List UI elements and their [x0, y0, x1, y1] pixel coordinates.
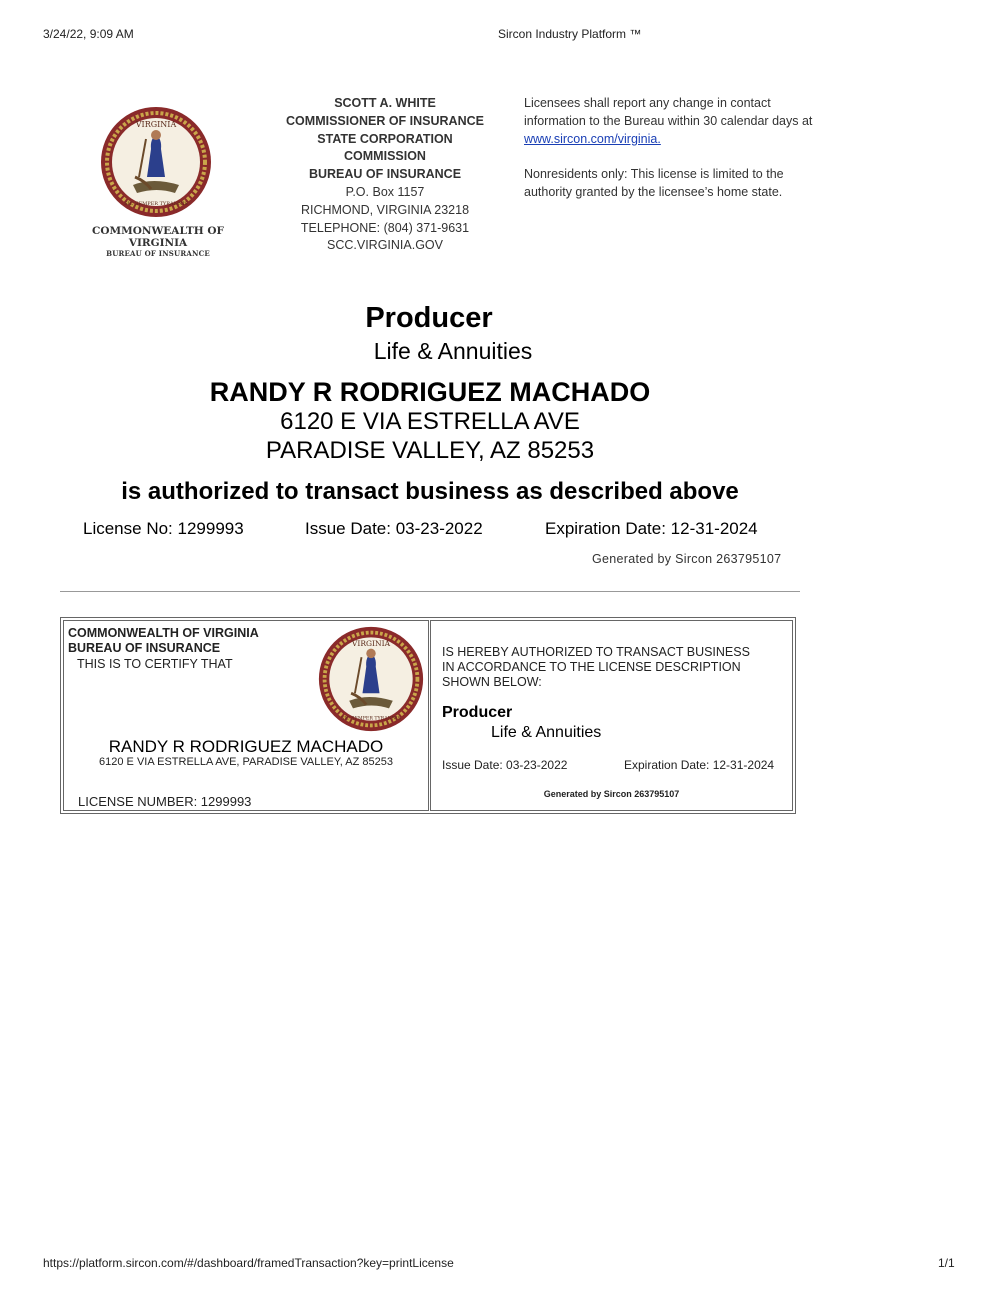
issuer-line: STATE CORPORATION [317, 131, 453, 146]
print-datetime: 3/24/22, 9:09 AM [43, 27, 134, 41]
issuer-line: RICHMOND, VIRGINIA 23218 [300, 202, 470, 217]
virginia-seal-icon [99, 105, 213, 219]
print-page-title: Sircon Industry Platform ™ [498, 27, 642, 41]
issuer-logo-caption [78, 225, 238, 258]
card-generated-by: Generated by Sircon 263795107 [543, 789, 680, 799]
sircon-virginia-link[interactable]: www.sircon.com/virginia. [524, 131, 661, 146]
licensee-address-line-2: PARADISE VALLEY, AZ 85253 [265, 437, 595, 464]
card-issue-date: Issue Date: 03-23-2022 [442, 758, 568, 772]
wallet-card-left [63, 620, 429, 811]
issuer-line: COMMISSIONER OF INSURANCE [286, 113, 484, 128]
notice-line: Nonresidents only: This license is limited to the [524, 167, 784, 182]
license-number: License No: 1299993 [83, 519, 244, 538]
card-licensee-address: 6120 E VIA ESTRELLA AVE, PARADISE VALLEY, AZ 85253 [99, 756, 393, 768]
print-url: https://platform.sircon.com/#/dashboard/framedTransaction?key=printLicense [43, 1256, 454, 1270]
divider [60, 591, 800, 592]
card-certify-text: THIS IS TO CERTIFY THAT [77, 657, 233, 671]
issuer-line: TELEPHONE: (804) 371-9631 [300, 220, 470, 235]
card-authorized-line-2: IN ACCORDANCE TO THE LICENSE DESCRIPTION [442, 660, 741, 674]
authorized-statement: is authorized to transact business as described above [121, 478, 739, 505]
issuer-line: SCOTT A. WHITE [334, 96, 436, 110]
notice-line: information to the Bureau within 30 calendar days at [524, 113, 813, 128]
seal-motto-top: VIRGINIA [351, 638, 391, 648]
card-authorized-line-3: SHOWN BELOW: [442, 675, 542, 689]
generated-by: Generated by Sircon 263795107 [592, 552, 782, 566]
issuer-line: SCC.VIRGINIA.GOV [327, 238, 443, 253]
notice-line: Licensees shall report any change in contact [524, 96, 771, 110]
card-licensee-name: RANDY R RODRIGUEZ MACHADO [108, 737, 384, 756]
logo-line-3: BUREAU OF INSURANCE [106, 249, 210, 258]
notice-line: authority granted by the licensee’s home state. [524, 185, 783, 200]
logo-line-2: VIRGINIA [128, 237, 188, 249]
card-issuer-line-2: BUREAU OF INSURANCE [68, 641, 221, 655]
card-line-of-authority: Life & Annuities [491, 724, 602, 741]
card-authorized-line-1: IS HEREBY AUTHORIZED TO TRANSACT BUSINESS [442, 645, 750, 659]
virginia-seal-icon [317, 625, 425, 733]
card-license-number: LICENSE NUMBER: 1299993 [78, 794, 252, 809]
issuer-line: BUREAU OF INSURANCE [308, 167, 462, 182]
licensee-address-line-1: 6120 E VIA ESTRELLA AVE [280, 408, 580, 435]
print-page-count: 1/1 [938, 1256, 955, 1270]
wallet-card-right [430, 620, 793, 811]
seal-motto-bottom: SIC SEMPER TYRANNIS [341, 716, 401, 722]
card-issuer-line-1: COMMONWEALTH OF VIRGINIA [68, 626, 259, 640]
seal-motto-top: VIRGINIA [135, 120, 177, 129]
license-type: Producer [365, 302, 493, 334]
issuer-line: COMMISSION [344, 149, 426, 164]
expiration-date: Expiration Date: 12-31-2024 [545, 519, 758, 538]
seal-motto-bottom: SIC SEMPER TYRANNIS [124, 201, 188, 207]
card-expiration-date: Expiration Date: 12-31-2024 [624, 758, 775, 772]
notice-block [524, 95, 854, 202]
issuer-line: P.O. Box 1157 [345, 184, 425, 199]
licensee-name: RANDY R RODRIGUEZ MACHADO [209, 377, 651, 407]
issuer-address-block [270, 95, 500, 255]
issue-date: Issue Date: 03-23-2022 [305, 519, 483, 538]
logo-line-1: COMMONWEALTH OF [92, 225, 224, 237]
line-of-authority: Life & Annuities [373, 338, 533, 364]
card-license-type: Producer [442, 704, 513, 721]
wallet-card [60, 617, 796, 814]
